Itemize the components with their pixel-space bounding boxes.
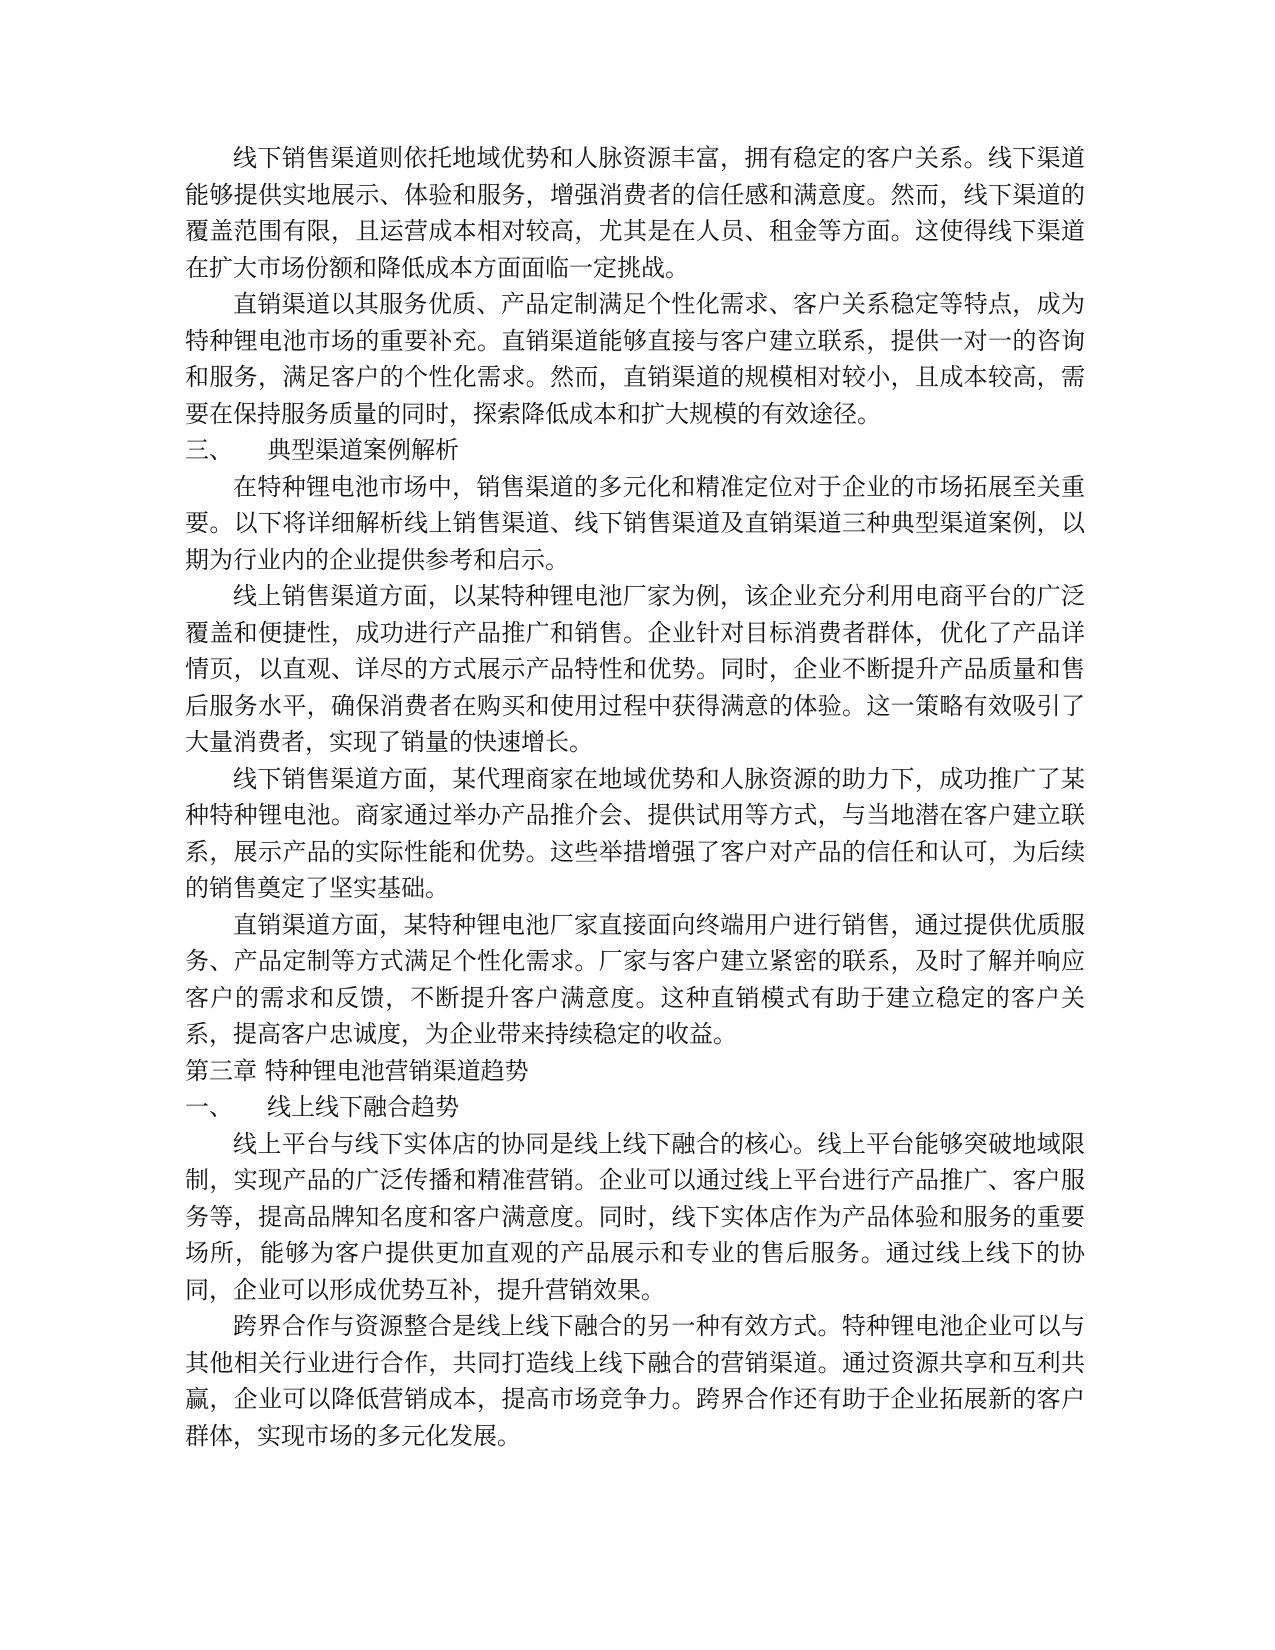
section-heading-integration: [185, 1089, 1085, 1126]
paragraph-direct-case: 直销渠道方面，某特种锂电池厂家直接面向终端用户进行销售，通过提供优质服务、产品定制等方式满足个性化需求。厂家与客户建立紧密的联系，及时了解并响应客户的需求和反馈，不断提升客户满意度。这种直销模式有助于建立稳定的客户关系，提高客户忠诚度，为企业带来持续稳定的收益。: [185, 910, 1085, 1048]
paragraph-offline-channel: 线下销售渠道则依托地域优势和人脉资源丰富，拥有稳定的客户关系。线下渠道能够提供实地展示、体验和服务，增强消费者的信任感和满意度。然而，线下渠道的覆盖范围有限，且运营成本相对较高，尤其是在人员、租金等方面。这使得线下渠道在扩大市场份额和降低成本方面面临一定挑战。: [185, 144, 1085, 282]
section-number: 三、: [185, 436, 233, 464]
paragraph-online-offline-synergy: 线上平台与线下实体店的协同是线上线下融合的核心。线上平台能够突破地域限制，实现产品的广泛传播和精准营销。企业可以通过线上平台进行产品推广、客户服务等，提高品牌知名度和客户满意度。同时，线下实体店作为产品体验和服务的重要场所，能够为客户提供更加直观的产品展示和专业的售后服务。通过线上线下的协同，企业可以形成优势互补，提升营销效果。: [185, 1129, 1085, 1304]
section-number: 一、: [185, 1093, 233, 1121]
document-page: [185, 140, 1085, 1454]
section-heading-case-analysis: [185, 432, 1085, 469]
paragraph-direct-channel: 直销渠道以其服务优质、产品定制满足个性化需求、客户关系稳定等特点，成为特种锂电池市场的重要补充。直销渠道能够直接与客户建立联系，提供一对一的咨询和服务，满足客户的个性化需求。然而，直销渠道的规模相对较小，且成本较高，需要在保持服务质量的同时，探索降低成本和扩大规模的有效途径。: [185, 290, 1085, 428]
paragraph-case-intro: 在特种锂电池市场中，销售渠道的多元化和精准定位对于企业的市场拓展至关重要。以下将详细解析线上销售渠道、线下销售渠道及直销渠道三种典型渠道案例，以期为行业内的企业提供参考和启示。: [185, 472, 1085, 574]
section-title: 典型渠道案例解析: [267, 436, 459, 464]
chapter-heading: 第三章 特种锂电池营销渠道趋势: [185, 1056, 529, 1085]
paragraph-offline-case: 线下销售渠道方面，某代理商家在地域优势和人脉资源的助力下，成功推广了某种特种锂电池。商家通过举办产品推介会、提供试用等方式，与当地潜在客户建立联系，展示产品的实际性能和优势。这些举措增强了客户对产品的信任和认可，为后续的销售奠定了坚实基础。: [185, 764, 1085, 902]
paragraph-cross-industry: 跨界合作与资源整合是线上线下融合的另一种有效方式。特种锂电池企业可以与其他相关行业进行合作，共同打造线上线下融合的营销渠道。通过资源共享和互利共赢，企业可以降低营销成本，提高市场竞争力。跨界合作还有助于企业拓展新的客户群体，实现市场的多元化发展。: [185, 1312, 1085, 1450]
section-title: 线上线下融合趋势: [267, 1093, 459, 1121]
paragraph-online-case: 线上销售渠道方面，以某特种锂电池厂家为例，该企业充分利用电商平台的广泛覆盖和便捷性，成功进行产品推广和销售。企业针对目标消费者群体，优化了产品详情页，以直观、详尽的方式展示产品特性和优势。同时，企业不断提升产品质量和售后服务水平，确保消费者在购买和使用过程中获得满意的体验。这一策略有效吸引了大量消费者，实现了销量的快速增长。: [185, 582, 1085, 756]
